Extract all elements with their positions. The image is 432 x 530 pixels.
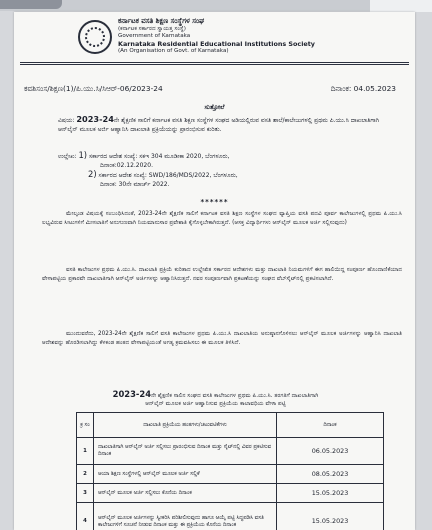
reference-item xyxy=(58,151,398,170)
letterhead-kannada-subtitle: (ಕರ್ನಾಟಕ ಸರ್ಕಾರದ ಸ್ವಾಯತ್ತ ಸಂಸ್ಥೆ) xyxy=(118,25,186,32)
column-header-activity: ದಾಖಲಾತಿ ಪ್ರಕ್ರಿಯೆಯ ಹಂತಗಳು/ಚಟುವಟಿಕೆಗಳು xyxy=(94,413,277,438)
row-activity: ಆನ್‌ಲೈನ್ ಮೂಲಕ ಅರ್ಜಿ ಸಲ್ಲಿಸಲು ಕೊನೆಯ ದಿನಾಂಕ xyxy=(94,484,277,503)
reference-item-text: ಸರ್ಕಾರದ ಆದೇಶ ಸಂಖ್ಯೆ: ಸಕಇ 304 ಮೂಡೀಕಾ 2020, ಬೆಂಗಳೂರು, xyxy=(88,153,230,160)
header-divider xyxy=(20,62,409,63)
row-serial: 1 xyxy=(77,438,94,465)
table-row xyxy=(77,438,384,465)
schedule-title-text: ನೇ ಶೈಕ್ಷಣಿಕ ಸಾಲಿನ ಸಂಘದ ವಸತಿ ಕಾಲೇಜುಗಳ ಪ್ರಥಮ ಪಿ.ಯು.ಸಿ. ತರಗತಿಗೆ ದಾಖಲಾತಿಗಾಗಿ xyxy=(151,393,319,399)
subject-year: 2023-24 xyxy=(76,114,114,124)
schedule-title-year: 2023-24 xyxy=(112,389,152,399)
row-date: 15.05.2023 xyxy=(277,484,384,503)
row-serial: 4 xyxy=(77,503,94,530)
top-background-strip xyxy=(0,0,432,11)
references-label: ಉಲ್ಲೇಖ: xyxy=(58,153,77,160)
row-date: 08.05.2023 xyxy=(277,465,384,484)
column-header-serial: ಕ್ರ ಸಂ xyxy=(77,413,94,438)
government-seal-icon xyxy=(78,20,112,54)
row-date: 15.05.2023 xyxy=(277,503,384,530)
body-paragraph: ಮುಂದುವರೆದು, 2023-24ನೇ ಶೈಕ್ಷಣಿಕ ಸಾಲಿಗೆ ವಸತಿ ಕಾಲೇಜುಗಳ ಪ್ರಥಮ ಪಿ.ಯು.ಸಿ ದಾಖಲಾತಿಯ ಅನುಷ್ಠಾನಗೊಳಿಸಲು ಆನ್‌ಲೈನ್ ಮೂಲಕ ಅರ್ಜಿಗಳನ್ನು ಆಹ್ವಾನಿಸಿ ದಾಖಲಾತಿ ಆದೇಶವನ್ನು ಹೊರಡಿಸಲಾಗಿದ್ದು ಕೆಳಕಂಡ ಹಂತದ ವೇಳಾಪಟ್ಟಿಯಂತೆ ಅಗತ್ಯ ಕ್ರಮವಹಿಸಲು ಈ ಮೂಲಕ ತಿಳಿಸಿದೆ. xyxy=(42,331,402,346)
header-divider-secondary xyxy=(20,64,409,65)
reference-date: ದಿನಾಂಕ: 04.05.2023 xyxy=(330,84,396,93)
references-block xyxy=(58,151,398,189)
body-paragraph: ವಸತಿ ಕಾಲೇಜುಗಳ ಪ್ರಥಮ ಪಿ.ಯು.ಸಿ. ದಾಖಲಾತಿ ಪ್ರಕ್ರಿಯೆ ಕುರಿತಾದ ಉಲ್ಲೇಖಿತ ಸರ್ಕಾರದ ಆದೇಶಗಳು ಮತ್ತು ದಾಖಲಾತಿ ನಿಯಮಗಳಿಗೆ ಈಗ ಹಾಲಿಯಿದ್ದ ಸಂಪೂರ್ಣ ಹೊಂದಾಣಿಕೆಯಾದ ವೇಳಾಪಟ್ಟಿಯ ಪ್ರಕಾರವೇ ದಾಖಲಾತಿಗಾಗಿ ಆನ್‌ಲೈನ್ ಅರ್ಜಿಗಳನ್ನು ಆಹ್ವಾನಿಸಿರುತ್ತದೆ. ನವರ ಸಂಪೂರ್ಣವಾಗಿ ಪ್ರಕಟಣೆಯನ್ನು ಸಂಘದ ವೆಬ್‌ಸೈಟ್‌ನಲ್ಲಿ ಪ್ರಕಟಿಸಲಾಗಿದೆ. xyxy=(42,267,402,282)
subject-block xyxy=(58,115,398,134)
letterhead-kannada-name: ಕರ್ನಾಟಕ ವಸತಿ ಶಿಕ್ಷಣ ಸಂಸ್ಥೆಗಳ ಸಂಘ xyxy=(118,17,205,25)
body-paragraph: ಮೇಲ್ಕಂಡ ವಿಷಯಕ್ಕೆ ಸಂಬಂಧಿಸಿದಂತೆ, 2023-24ನೇ ಶೈಕ್ಷಣಿಕ ಸಾಲಿಗೆ ಕರ್ನಾಟಕ ವಸತಿ ಶಿಕ್ಷಣ ಸಂಸ್ಥೆಗಳ ಸಂಘದ ವ್ಯಾಪ್ತಿಯ ವಸತಿ ಪದವಿ ಪೂರ್ವ ಕಾಲೇಜುಗಳಲ್ಲಿ ಪ್ರಥಮ ಪಿ.ಯು.ಸಿ ಲಭ್ಯವಿರುವ ಸೀಟುಗಳಿಗೆ ಮೀಸಲಾತಿಗೆ ಅನುಗುಣವಾಗಿ ನಿಯಮಾನುಸಾರ ಪ್ರವೇಶಾತಿ ಕೈಗೊಳ್ಳಬೇಕಾಗಿರುತ್ತದೆ. (ಆಸಕ್ತ ವಿದ್ಯಾರ್ಥಿಗಳು ಆನ್‌ಲೈನ್ ಮೂಲಕ ಅರ್ಜಿ ಸಲ್ಲಿಸುವುದು) xyxy=(42,211,402,226)
letterhead-english-subtitle: (An Organisation of Govt. of Karnataka) xyxy=(118,48,229,55)
schedule-title xyxy=(38,390,393,408)
reference-item-number: 2) xyxy=(88,169,97,180)
reference-number: ಕವಶಿಸಂಸ/ಶಿಕ್ಷಣ(1)/ಪಿ.ಯು.ಸಿ/ಸಿಆರ್-06/2023-24 xyxy=(24,84,163,93)
reference-item-text: ಸರ್ಕಾರದ ಆದೇಶ ಸಂಖ್ಯೆ: SWD/186/MDS/2022, ಬೆಂಗಳೂರು, xyxy=(98,172,238,180)
letterhead xyxy=(118,18,378,56)
column-header-date: ದಿನಾಂಕ xyxy=(277,413,384,438)
table-row xyxy=(77,484,384,503)
row-serial: 3 xyxy=(77,484,94,503)
row-activity: ಆನ್‌ಲೈನ್ ಮೂಲಕ ಅರ್ಜಿಗಳನ್ನು ಸ್ವೀಕರಿಸಿ ಪರಿಶೀಲಿಸುವುದು ಹಾಗೂ ಆಯ್ಕೆ ಪಟ್ಟಿ ಸಿದ್ಧಪಡಿಸಿ ವಸತಿ ಕಾಲೇಜುಗಳಿಗೆ ಸೂಚನೆ ನೀಡುವ ದಿನಾಂಕ ಮತ್ತು ಈ ಪ್ರಕ್ರಿಯೆಯ ಕೊನೆಯ ದಿನಾಂಕ xyxy=(94,503,277,530)
table-row xyxy=(77,503,384,530)
subject-text: ನೇ ಶೈಕ್ಷಣಿಕ ಸಾಲಿಗೆ ಕರ್ನಾಟಕ ವಸತಿ ಶಿಕ್ಷಣ ಸಂಸ್ಥೆಗಳ ಸಂಘದ ಅಡಿಯಲ್ಲಿರುವ ವಸತಿ ಶಾಲೆ/ಕಾಲೇಜುಗಳಲ್ಲಿ ಪ್ರಥಮ ಪಿ.ಯು.ಸಿ ದಾಖಲಾತಿಗಾಗಿ ಆನ್‌ಲೈನ್ ಮೂಲಕ ಅರ್ಜಿ ಆಹ್ವಾನಿಸಿ ದಾಖಲಾತಿ ಪ್ರಕ್ರಿಯೆಯನ್ನು ಪ್ರಾರಂಭಿಸುವ ಕುರಿತು. xyxy=(58,117,379,133)
letterhead-english-name: Karnataka Residential Educational Institutions Society xyxy=(118,39,315,48)
document-page xyxy=(14,12,415,530)
table-row xyxy=(77,465,384,484)
letterhead-government: Government of Karnataka xyxy=(118,33,191,40)
row-serial: 2 xyxy=(77,465,94,484)
schedule-table xyxy=(76,412,384,530)
row-date: 06.05.2023 xyxy=(277,438,384,465)
row-activity: ದಾಖಲಾತಿಗಾಗಿ ಆನ್‌ಲೈನ್ ಅರ್ಜಿ ಸಲ್ಲಿಸಲು ಪ್ರಾರಂಭಿಸುವ ದಿನಾಂಕ ಮತ್ತು ಸೈಟ್‌ನಲ್ಲಿ ವಿವರ ಪ್ರಕಟಿಸುವ ದಿನಾಂಕ xyxy=(94,438,277,465)
subject-label: ವಿಷಯ: xyxy=(58,117,75,124)
row-activity: ಆಯಾ ಶಿಕ್ಷಣ ಸಂಸ್ಥೆಗಳಲ್ಲಿ ಆನ್‌ಲೈನ್ ಮೂಲಕ ಅರ್ಜಿ ಸಲ್ಲಿಕೆ xyxy=(94,465,277,484)
circular-heading: ಸುತ್ತೋಲೆ xyxy=(204,103,225,111)
separator: ****** xyxy=(200,198,229,206)
reference-item xyxy=(58,170,398,189)
status-bar-fragment xyxy=(0,0,62,9)
schedule-title-line2: ಆನ್‌ಲೈನ್ ಮೂಲಕ ಅರ್ಜಿ ಆಹ್ವಾನಿಸುವ ಪ್ರಕ್ರಿಯೆಯ ಕಾಲಾವಧಿಯ ವೇಳಾ ಪಟ್ಟಿ xyxy=(145,401,286,407)
table-header-row xyxy=(77,413,384,438)
background-highlight xyxy=(370,0,432,12)
reference-item-number: 1) xyxy=(78,150,88,160)
reference-item-date: ದಿನಾಂಕ:02.12.2020. xyxy=(100,161,153,169)
reference-item-date: ದಿನಾಂಕ: 30ನೇ ಮಾರ್ಚ್ 2022. xyxy=(100,180,170,188)
